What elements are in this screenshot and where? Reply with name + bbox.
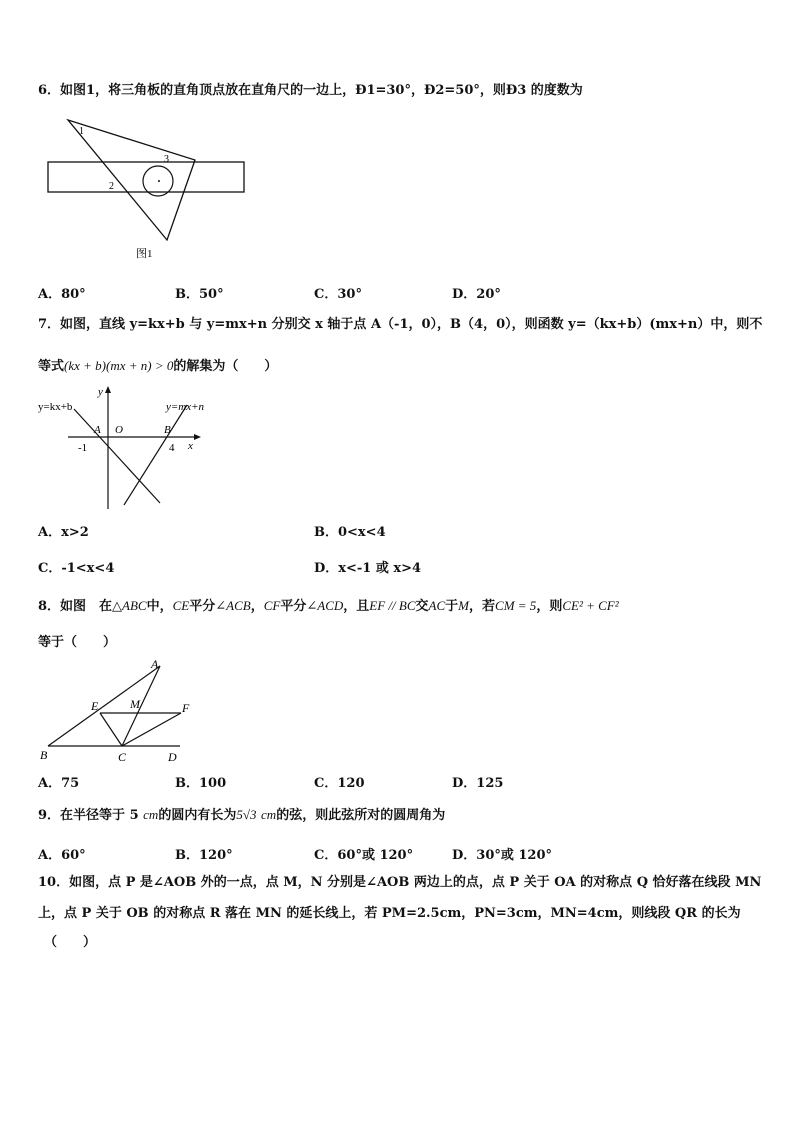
q6-figure bbox=[40, 110, 260, 265]
q9-stem: 9．在半径等于 5 cm的圆内有长为5√3 cm的弦，则此弦所对的圆周角为 bbox=[38, 807, 446, 823]
line-mx-n bbox=[124, 405, 187, 505]
q7-option-c: C．-1<x<4 bbox=[38, 561, 115, 576]
segment-ce bbox=[100, 713, 122, 746]
angle-label-2: 2 bbox=[109, 181, 114, 192]
q9-option-b: B．120° bbox=[175, 848, 233, 863]
segment-cf bbox=[122, 713, 181, 746]
q7-figure bbox=[36, 383, 236, 513]
tick-4: 4 bbox=[169, 442, 175, 454]
q6-option-a: A．80° bbox=[38, 287, 86, 302]
vertex-d: D bbox=[168, 750, 177, 764]
q9-option-d: D．30°或 120° bbox=[452, 848, 553, 863]
q8-option-d: D．125 bbox=[452, 776, 504, 791]
vertex-m: M bbox=[130, 697, 140, 711]
q6-option-d: D．20° bbox=[452, 287, 501, 302]
q10-stem-line2: 上，点 P 关于 OB 的对称点 R 落在 MN 的延长线上，若 PM=2.5cm，PN=3cm，MN=4cm，则线段 QR 的长为 bbox=[38, 906, 741, 921]
q8-option-b: B．100 bbox=[175, 776, 227, 791]
q6-option-c: C．30° bbox=[314, 287, 362, 302]
triangle-set-square bbox=[68, 120, 195, 240]
x-axis-label: x bbox=[188, 440, 193, 452]
angle-label-1: 1 bbox=[79, 126, 84, 137]
y-axis-label: y bbox=[98, 386, 103, 398]
q7-option-a: A．x>2 bbox=[38, 525, 89, 540]
vertex-f: F bbox=[182, 701, 190, 715]
q10-stem-line1: 10．如图，点 P 是∠AOB 外的一点，点 M，N 分别是∠AOB 两边上的点，点 P 关于 OA 的对称点 Q 恰好落在线段 MN bbox=[38, 875, 762, 890]
vertex-c: C bbox=[118, 750, 127, 764]
q9-option-a: A．60° bbox=[38, 848, 86, 863]
vertex-e: E bbox=[91, 699, 99, 713]
tick-neg1: -1 bbox=[78, 442, 88, 454]
q8-option-a: A．75 bbox=[38, 776, 80, 791]
q7-option-b: B．0<x<4 bbox=[314, 525, 386, 540]
q9-option-c: C．60°或 120° bbox=[314, 848, 414, 863]
figure-caption: 图1 bbox=[136, 248, 153, 260]
q7-inequality: (kx + b)(mx + n) > 0 bbox=[64, 358, 174, 373]
vertex-a: A bbox=[151, 657, 159, 671]
q6-stem: 6．如图1，将三角板的直角顶点放在直角尺的一边上，Ð1=30°，Ð2=50°，则Ð3 的度数为 bbox=[38, 83, 583, 98]
vertex-b: B bbox=[40, 748, 48, 762]
label-mx-n: y=mx+n bbox=[166, 401, 205, 413]
q6-option-b: B．50° bbox=[175, 287, 224, 302]
q10-stem-line3: （ ） bbox=[44, 935, 97, 950]
point-a: A bbox=[94, 424, 101, 436]
segment-ca bbox=[122, 666, 160, 746]
q8-option-c: C．120 bbox=[314, 776, 365, 791]
q8-stem-line1: 8．如图 在△ABC中，CE平分∠ACB，CF平分∠ACD，且EF // BC交AC于M，若CM = 5，则CE² + CF² bbox=[38, 598, 619, 614]
q7-stem-line2: 等式(kx + b)(mx + n) > 0的解集为（ ） bbox=[38, 358, 278, 374]
q7-option-d: D．x<-1 或 x>4 bbox=[314, 561, 422, 576]
ruler bbox=[48, 162, 244, 192]
point-b: B bbox=[164, 424, 171, 436]
label-kx-b: y=kx+b bbox=[38, 401, 73, 413]
q8-figure bbox=[38, 656, 208, 768]
chord-length: 5√3 bbox=[236, 807, 257, 822]
origin-o: O bbox=[115, 424, 123, 436]
angle-label-3: 3 bbox=[164, 154, 169, 165]
q7-stem-line1: 7．如图，直线 y=kx+b 与 y=mx+n 分别交 x 轴于点 A（-1，0），B（4，0），则函数 y=（kx+b）(mx+n）中，则不 bbox=[38, 317, 763, 332]
q8-stem-line2: 等于（ ） bbox=[38, 635, 117, 650]
